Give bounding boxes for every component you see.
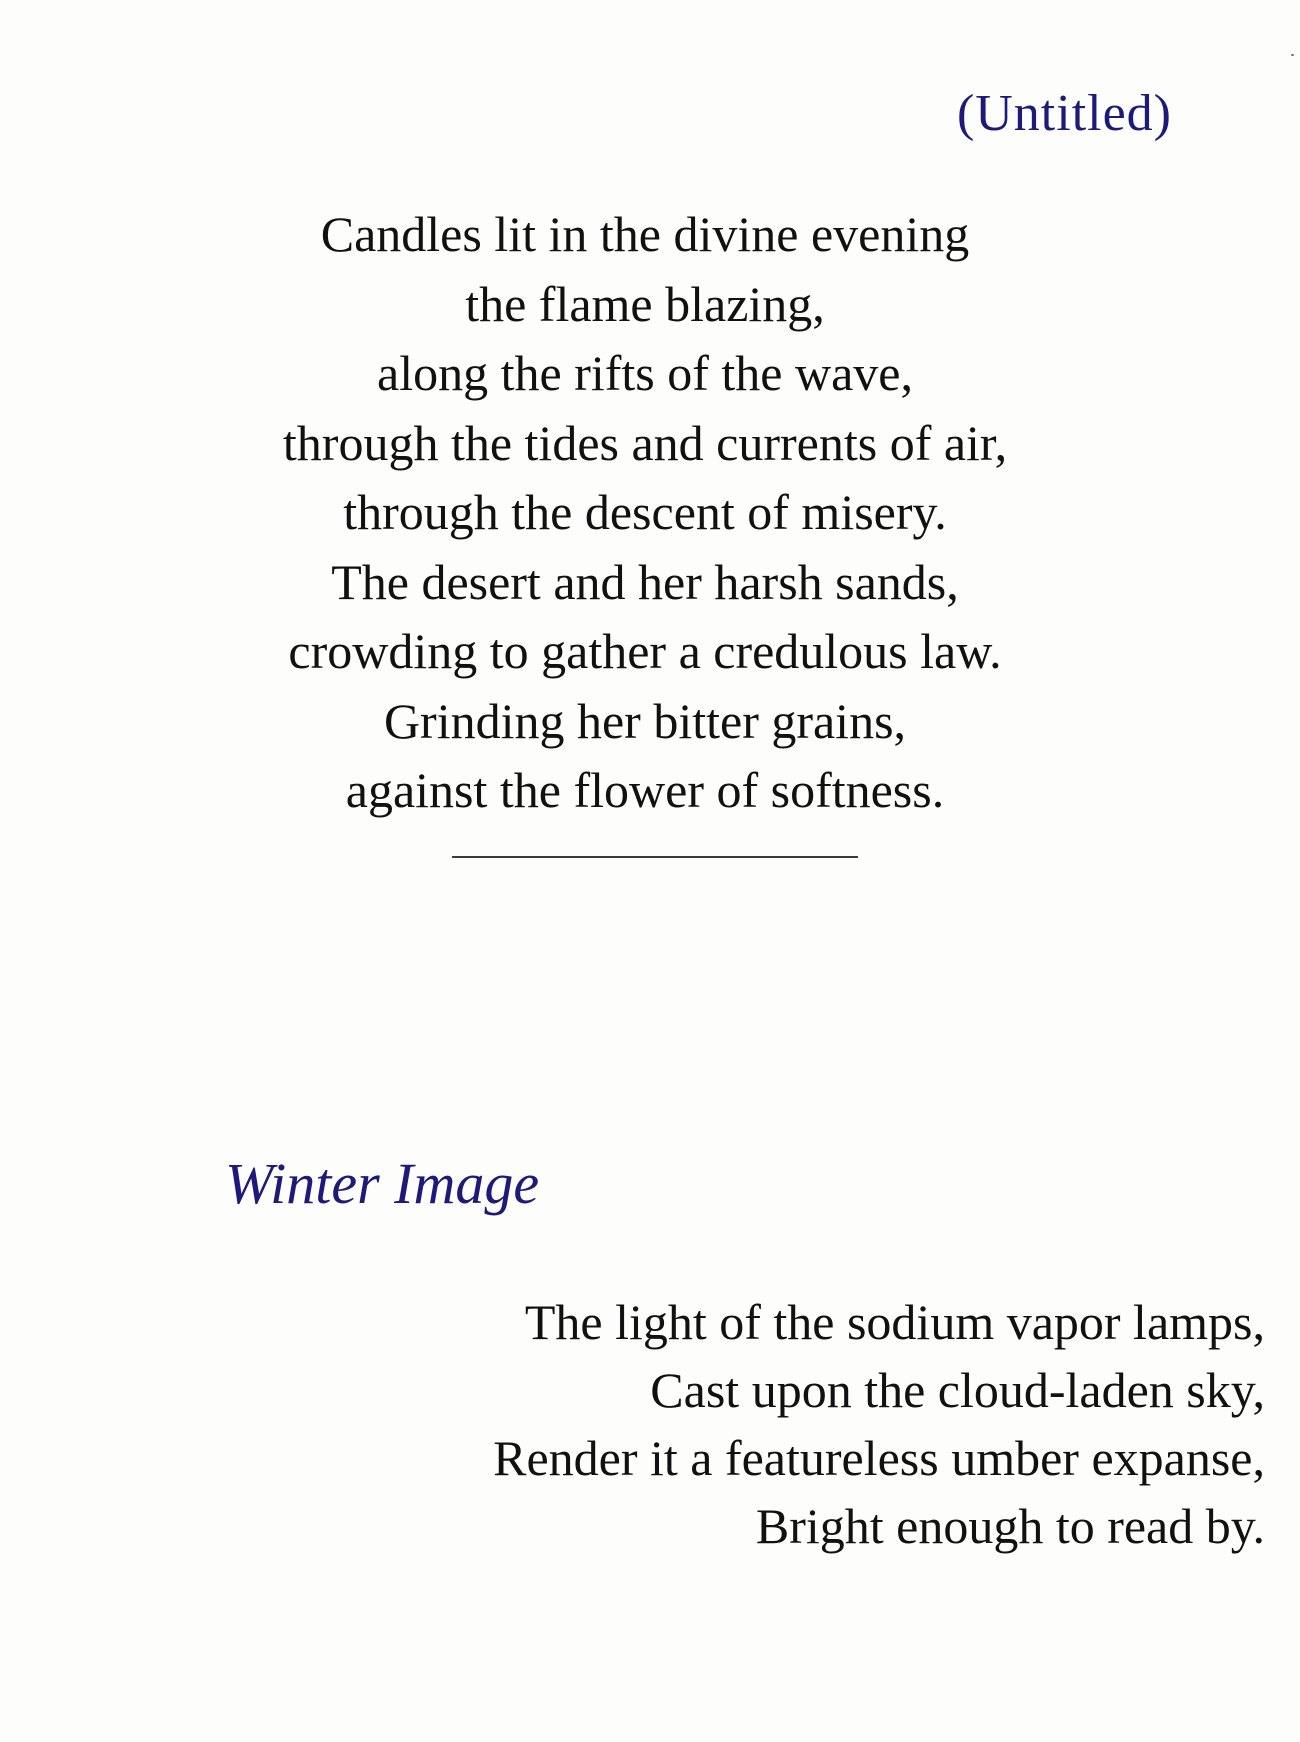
- poem-line: Candles lit in the divine evening: [320, 206, 970, 262]
- poem-line: through the descent of misery.: [343, 484, 947, 540]
- poem-line: along the rifts of the wave,: [377, 345, 913, 401]
- poem-line: Bright enough to read by.: [755, 1498, 1265, 1554]
- section-divider: [452, 856, 858, 858]
- poem-line: The desert and her harsh sands,: [331, 553, 959, 610]
- poem-line: against the flower of softness.: [345, 762, 945, 818]
- poem-line: the flame blazing,: [465, 275, 825, 332]
- poem-line: Grinding her bitter grains,: [383, 692, 907, 749]
- poem-title-untitled: (Untitled): [956, 85, 1172, 142]
- poem-line: crowding to gather a credulous law.: [288, 623, 1002, 679]
- poem-line: Render it a featureless umber expanse,: [493, 1430, 1265, 1486]
- poem-line: The light of the sodium vapor lamps,: [524, 1294, 1265, 1350]
- poem-untitled-body: [150, 200, 1140, 826]
- poem-winter-image-body: [265, 1288, 1265, 1560]
- scan-speck: [1291, 54, 1294, 56]
- poem-line: Cast upon the cloud-laden sky,: [650, 1362, 1265, 1418]
- poem-line: through the tides and currents of air,: [282, 414, 1008, 471]
- poem-title-winter-image: Winter Image: [225, 1151, 540, 1216]
